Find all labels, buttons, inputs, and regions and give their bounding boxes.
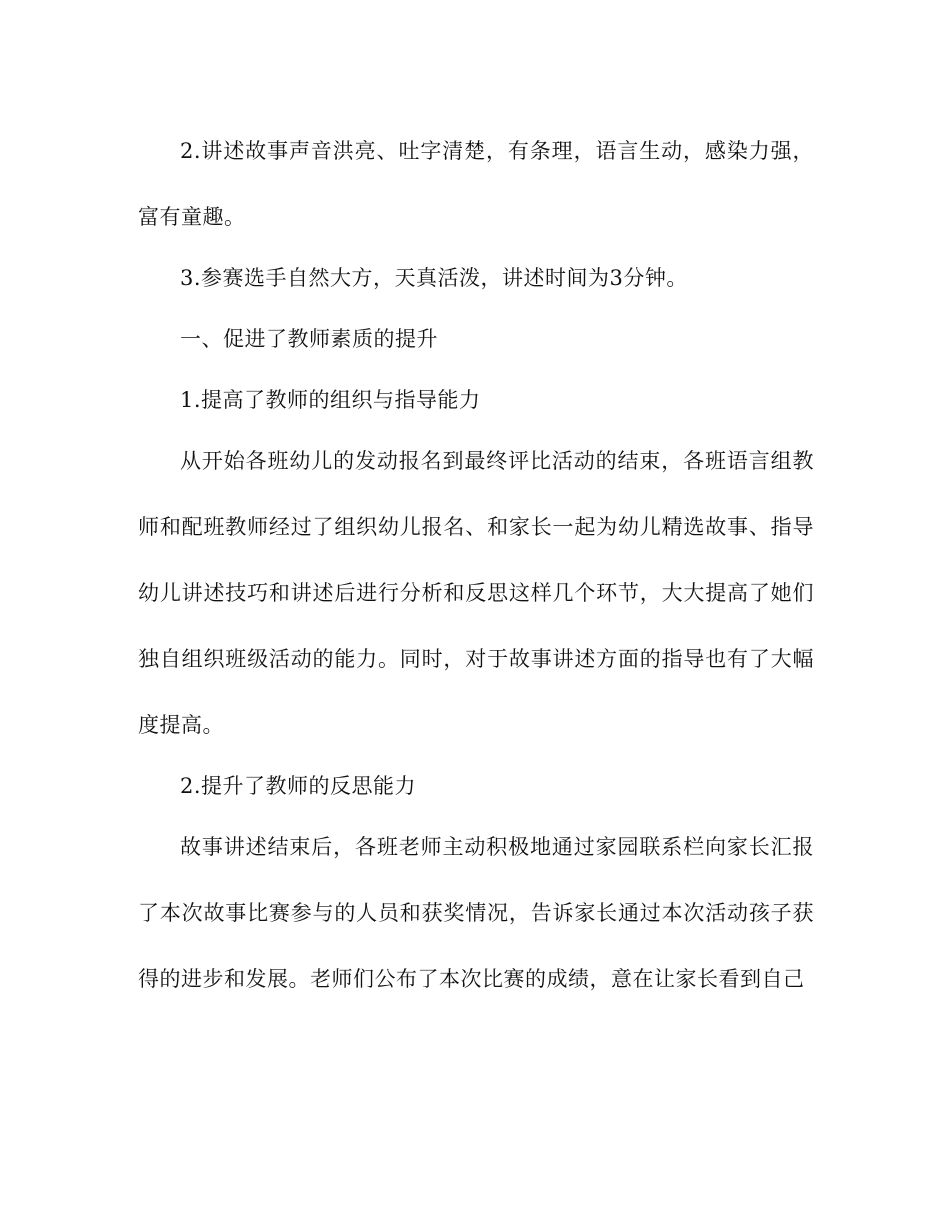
section-heading-1: 一、促进了教师素质的提升 [180,327,438,351]
subheading-2: 2.提升了教师的反思能力 [180,774,417,798]
paragraph-organization: 从开始各班幼儿的发动报名到最终评比活动的结束，各班语言组教师和配班教师经过了组织幼儿报名、和家长一起为幼儿精选故事、指导幼儿讲述技巧和讲述后进行分析和反思这样几个环节，大大提高了她们独自组织班级活动的能力。同时，对于故事讲述方面的指导也有了大幅度提高。 [138,449,814,737]
paragraph-criteria-3: 3.参赛选手自然大方，天真活泼，讲述时间为3分钟。 [180,266,688,290]
paragraph-reflection: 故事讲述结束后，各班老师主动积极地通过家园联系栏向家长汇报了本次故事比赛参与的人员和获奖情况，告诉家长通过本次活动孩子获得的进步和发展。老师们公布了本次比赛的成绩，意在让家长看到自己 [138,835,814,991]
paragraph-criteria-2: 2.讲述故事声音洪亮、吐字清楚，有条理，语言生动，感染力强，富有童趣。 [138,139,814,229]
subheading-1: 1.提高了教师的组织与指导能力 [180,388,481,412]
document-body [138,118,814,1012]
